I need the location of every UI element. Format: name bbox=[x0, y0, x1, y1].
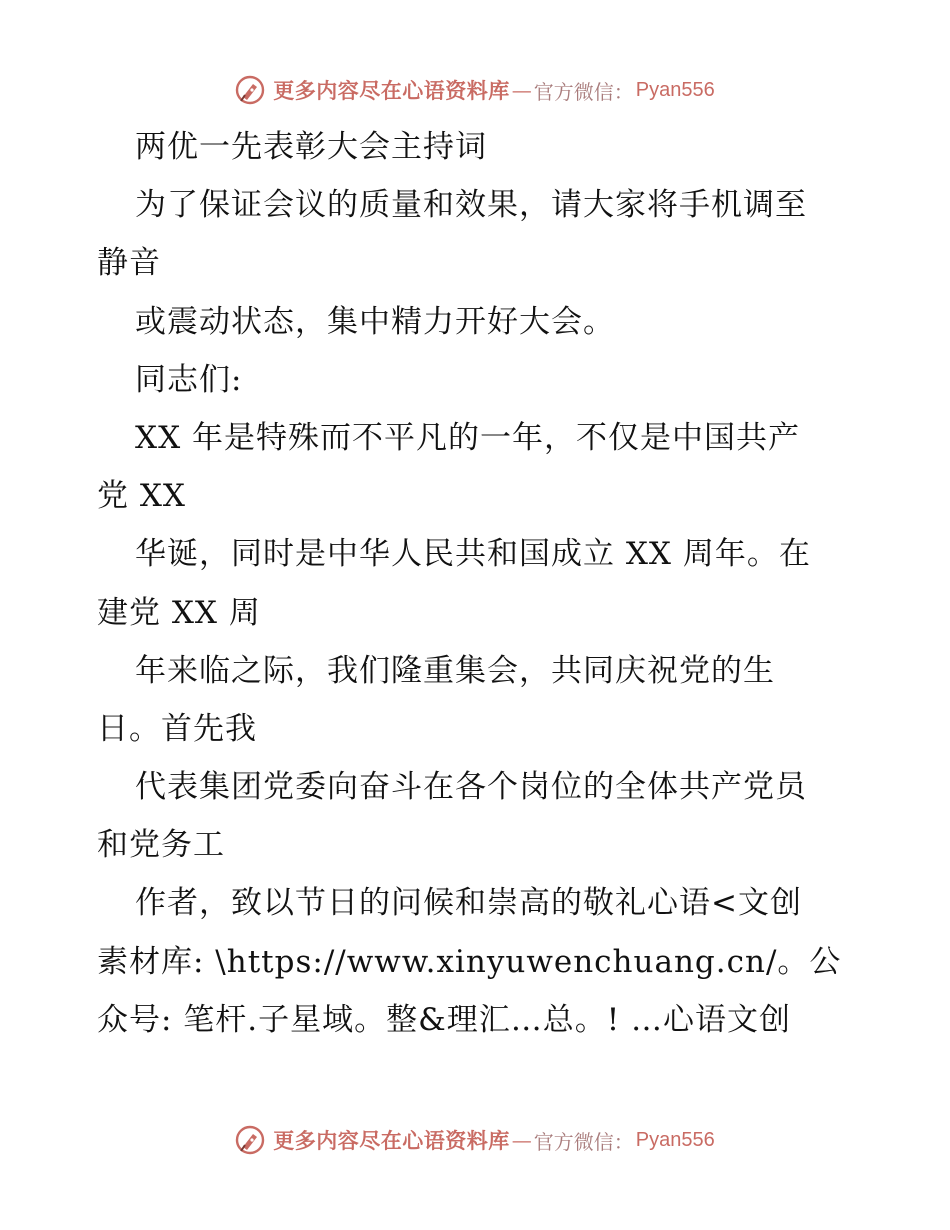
document-body bbox=[97, 118, 867, 1049]
pen-nib-circle-icon bbox=[235, 75, 265, 105]
footer-banner-main: 更多内容尽在心语资料库 bbox=[273, 1128, 510, 1153]
footer-banner-label: 官方微信： bbox=[533, 1129, 634, 1154]
document-title: 两优一先表彰大会主持词 bbox=[135, 129, 487, 165]
body-line: 日。首先我 bbox=[97, 710, 257, 747]
body-line: 华诞，同时是中华人民共和国成立 XX 周年。在 bbox=[135, 536, 811, 573]
body-line: 和党务工 bbox=[97, 827, 225, 864]
body-line: 党 XX bbox=[97, 478, 186, 515]
header-banner-main: 更多内容尽在心语资料库 bbox=[273, 78, 510, 103]
body-line: 同志们: bbox=[135, 361, 243, 398]
footer-banner-id: Pyan556 bbox=[635, 1128, 715, 1151]
footer-banner bbox=[0, 1120, 950, 1160]
body-line: 素材库: \https://www.xinyuwenchuang.cn/。公 bbox=[97, 943, 842, 980]
body-line: 或震动状态，集中精力开好大会。 bbox=[135, 303, 615, 340]
body-line: 静音 bbox=[97, 245, 161, 282]
header-banner-id: Pyan556 bbox=[635, 78, 715, 101]
header-banner-dash: — bbox=[511, 78, 532, 102]
body-line: 年来临之际，我们隆重集会，共同庆祝党的生 bbox=[135, 652, 775, 689]
header-banner bbox=[0, 70, 950, 110]
body-line: 为了保证会议的质量和效果，请大家将手机调至 bbox=[135, 187, 807, 224]
body-line: XX 年是特殊而不平凡的一年，不仅是中国共产 bbox=[135, 419, 800, 456]
header-banner-label: 官方微信： bbox=[533, 79, 634, 104]
body-line: 作者，致以节日的问候和崇高的敬礼心语<文创 bbox=[135, 885, 802, 922]
pen-nib-circle-icon bbox=[235, 1125, 265, 1155]
body-line: 代表集团党委向奋斗在各个岗位的全体共产党员 bbox=[135, 769, 807, 806]
footer-banner-dash: — bbox=[511, 1128, 532, 1152]
body-line: 众号: 笔杆.子星域。整&理汇…总。! …心语文创 bbox=[97, 1001, 792, 1038]
body-line: 建党 XX 周 bbox=[97, 594, 261, 631]
